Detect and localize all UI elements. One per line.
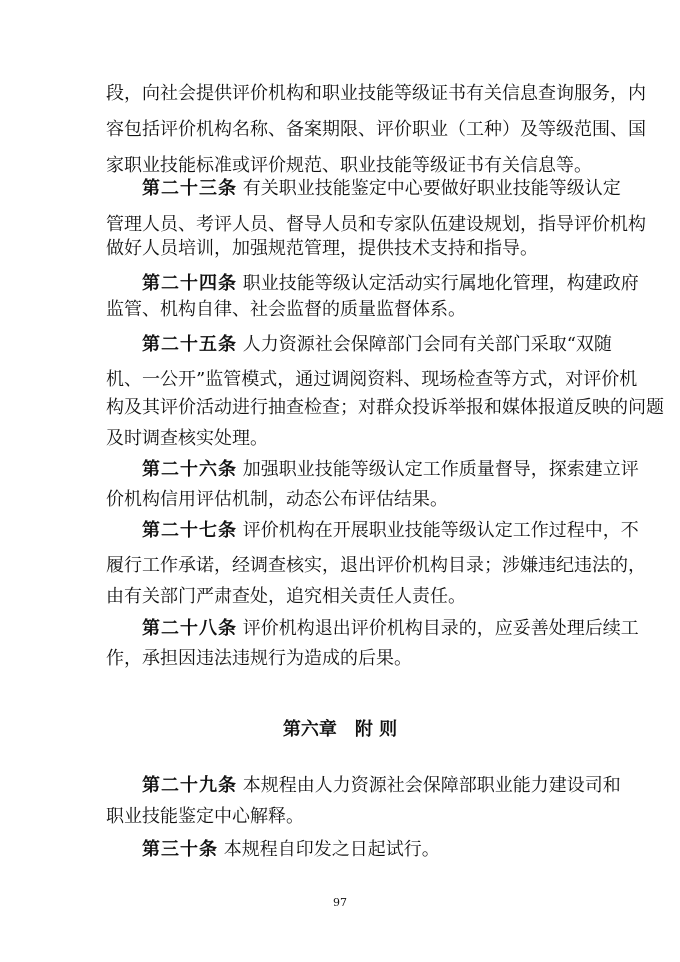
article-text: 职业技能等级认定活动实行属地化管理，构建政府	[242, 273, 639, 294]
article-text: 评价机构退出评价机构目录的，应妥善处理后续工	[242, 618, 639, 639]
article-29-first-line	[142, 774, 621, 798]
chapter-title: 第六章 附 则	[282, 719, 398, 740]
body-line: 履行工作承诺，经调查核实，退出评价机构目录；涉嫌违纪违法的，	[106, 555, 646, 576]
article-text: 本规程由人力资源社会保障部职业能力建设司和	[242, 775, 621, 796]
article-text: 加强职业技能等级认定工作质量督导，探索建立评	[242, 459, 639, 480]
body-line: 由有关部门严肃查处，追究相关责任人责任。	[106, 586, 466, 607]
body-line: 及时调查核实处理。	[106, 428, 268, 449]
body-line: 价机构信用评估机制，动态公布评估结果。	[106, 489, 448, 510]
article-number: 第二十七条	[142, 520, 237, 541]
article-25-first-line	[142, 333, 612, 357]
article-text: 评价机构在开展职业技能等级认定工作过程中，不	[242, 520, 639, 541]
page-number: 97	[333, 896, 347, 909]
body-line: 段，向社会提供评价机构和职业技能等级证书有关信息查询服务，内	[106, 83, 646, 104]
body-line: 机、一公开”监管模式，通过调阅资料、现场检查等方式，对评价机	[106, 369, 638, 390]
article-27-first-line	[142, 519, 639, 543]
article-number: 第三十条	[142, 839, 218, 860]
article-number: 第二十九条	[142, 775, 237, 796]
body-line: 管理人员、考评人员、督导人员和专家队伍建设规划，指导评价机构	[106, 214, 646, 235]
body-line: 作，承担因违法违规行为造成的后果。	[106, 648, 412, 669]
article-30-first-line	[142, 838, 576, 862]
article-23-first-line	[142, 177, 621, 201]
article-number: 第二十四条	[142, 273, 237, 294]
article-text: 本规程自印发之日起试行。	[223, 839, 440, 860]
article-number: 第二十三条	[142, 178, 237, 199]
article-text: 人力资源社会保障部门会同有关部门采取“双随	[242, 334, 612, 355]
article-28-first-line	[142, 617, 639, 641]
body-line: 家职业技能标准或评价规范、职业技能等级证书有关信息等。	[106, 155, 592, 176]
article-26-first-line	[142, 458, 639, 482]
body-line: 职业技能鉴定中心解释。	[106, 806, 304, 827]
article-number: 第二十六条	[142, 459, 237, 480]
article-number: 第二十五条	[142, 334, 237, 355]
body-line: 做好人员培训，加强规范管理，提供技术支持和指导。	[106, 238, 538, 259]
article-number: 第二十八条	[142, 618, 237, 639]
body-line: 构及其评价活动进行抽查检查；对群众投诉举报和媒体报道反映的问题	[106, 397, 664, 418]
body-line: 容包括评价机构名称、备案期限、评价职业（工种）及等级范围、国	[106, 119, 646, 140]
article-text: 有关职业技能鉴定中心要做好职业技能等级认定	[242, 178, 621, 199]
body-line: 监管、机构自律、社会监督的质量监督体系。	[106, 299, 466, 320]
article-24-first-line	[142, 272, 639, 296]
